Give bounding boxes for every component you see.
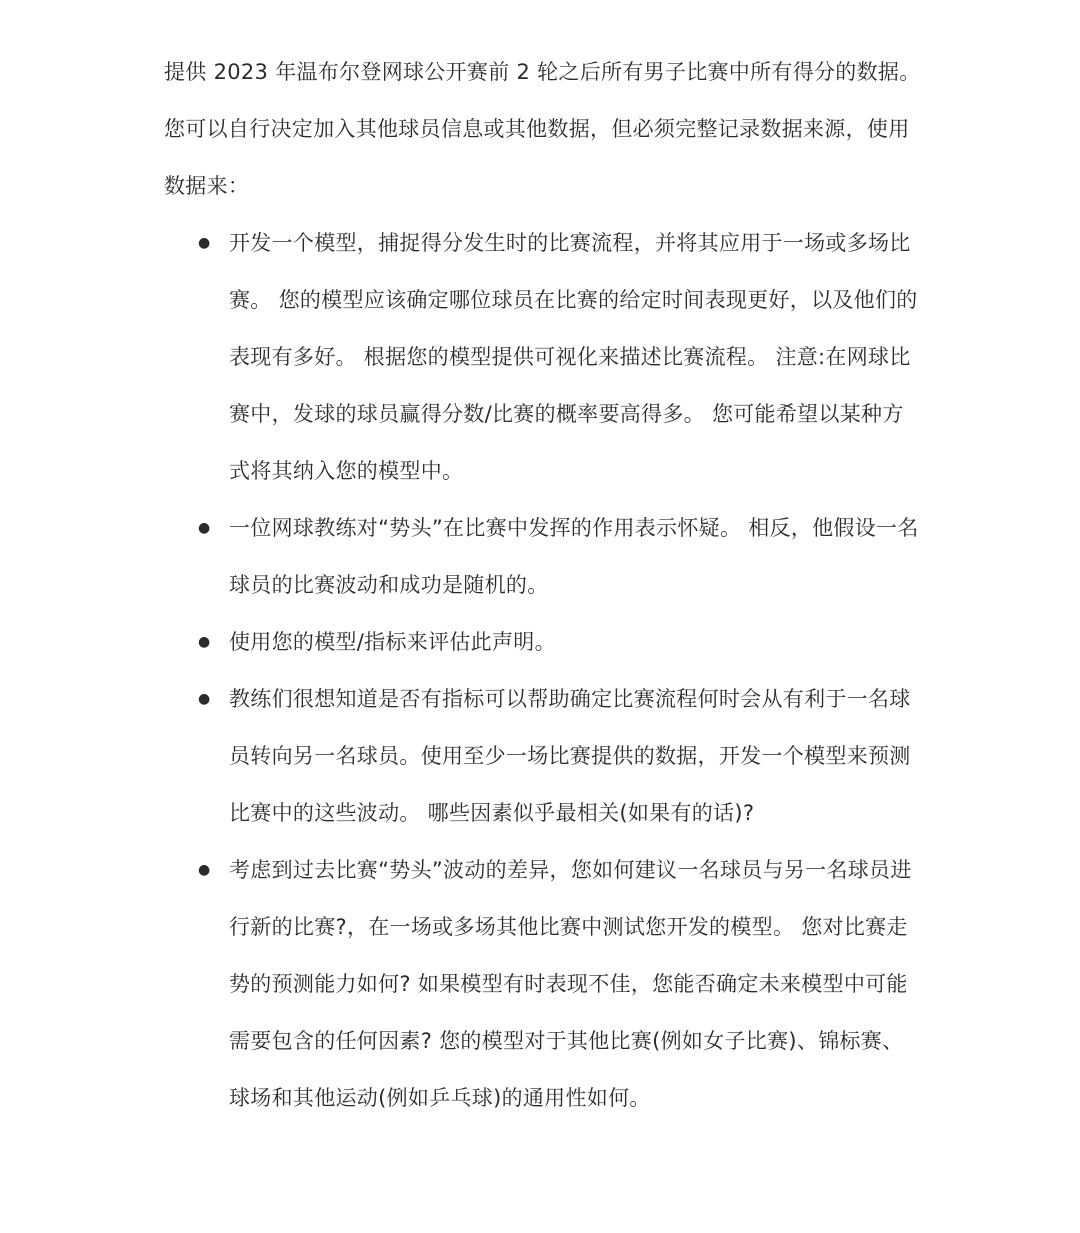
bullet-icon: ● — [198, 634, 211, 650]
intro-line-2: 您可以自行决定加入其他球员信息或其他数据，但必须完整记录数据来源，使用数据来： — [164, 117, 910, 198]
document-body — [164, 44, 924, 1127]
intro-line-1: 提供 2023 年温布尔登网球公开赛前 2 轮之后所有男子比赛中所有得分的数据。 — [164, 60, 921, 84]
intro-paragraph — [164, 44, 924, 215]
list-item — [164, 842, 924, 1127]
bullet-icon: ● — [198, 520, 211, 536]
list-item-text: 一位网球教练对“势头”在比赛中发挥的作用表示怀疑。 相反，他假设一名球员的比赛波动和成功是随机的。 — [229, 516, 919, 597]
list-item — [164, 215, 924, 500]
list-item-text: 开发一个模型，捕捉得分发生时的比赛流程，并将其应用于一场或多场比赛。 您的模型应该确定哪位球员在比赛的给定时间表现更好，以及他们的表现有多好。 根据您的模型提供可视化来描述比赛流程。 注意:在网球比赛中，发球的球员赢得分数/比赛的概率要高得多。 您可能希望以某种方式将其纳入您的模型中。 — [229, 231, 918, 483]
list-item — [164, 500, 924, 614]
bullet-icon: ● — [198, 691, 211, 707]
list-item — [164, 614, 924, 671]
requirements-list — [164, 215, 924, 1127]
list-item-text: 教练们很想知道是否有指标可以帮助确定比赛流程何时会从有利于一名球员转向另一名球员。使用至少一场比赛提供的数据，开发一个模型来预测比赛中的这些波动。 哪些因素似乎最相关(如果有的话)? — [229, 687, 911, 825]
bullet-icon: ● — [198, 862, 211, 878]
list-item-text: 使用您的模型/指标来评估此声明。 — [229, 630, 556, 654]
list-item-text: 考虑到过去比赛“势头”波动的差异，您如何建议一名球员与另一名球员进行新的比赛?，在一场或多场其他比赛中测试您开发的模型。 您对比赛走势的预测能力如何? 如果模型有时表现不佳，您能否确定未来模型中可能需要包含的任何因素? 您的模型对于其他比赛(例如女子比赛)、锦标赛、球场和其他运动(例如乒乓球)的通用性如何。 — [229, 858, 912, 1110]
bullet-icon: ● — [198, 235, 211, 251]
list-item — [164, 671, 924, 842]
